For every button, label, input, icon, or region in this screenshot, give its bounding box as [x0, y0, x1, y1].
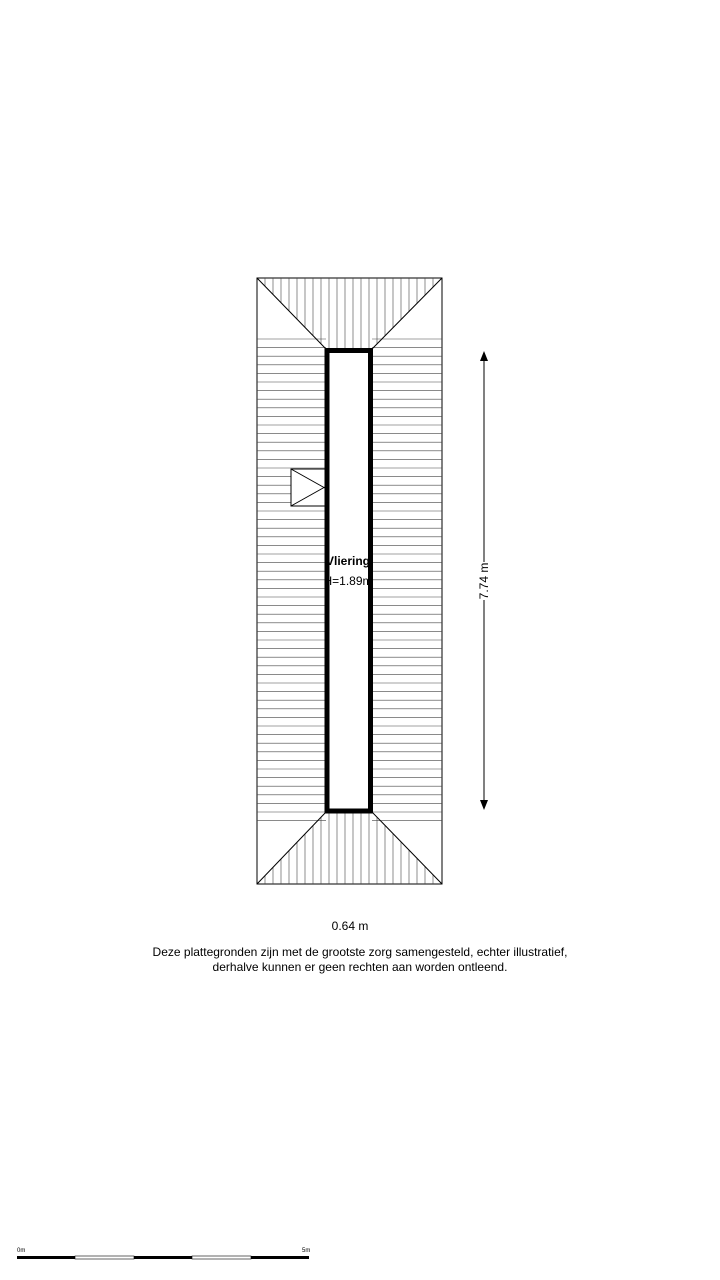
scale-seg-4 [192, 1256, 251, 1259]
scale-start-label: 0m [17, 1248, 26, 1254]
room-name: Vliering [325, 554, 371, 568]
scale-seg-1 [17, 1256, 75, 1259]
width-label: 0.64 m [331, 919, 369, 933]
disclaimer [0, 945, 720, 975]
disclaimer-line-2: derhalve kunnen er geen rechten aan worden ontleend. [212, 960, 508, 974]
arrow-up-icon [480, 351, 488, 361]
length-dimension [477, 351, 491, 810]
length-label: 7.74 m [477, 562, 491, 600]
scale-bar [17, 1248, 310, 1259]
room-height: H=1.89m [323, 574, 373, 588]
scale-seg-5 [251, 1256, 309, 1259]
scale-end-label: 5m [302, 1248, 311, 1254]
scale-seg-3 [134, 1256, 192, 1259]
scale-seg-2 [75, 1256, 134, 1259]
arrow-down-icon [480, 800, 488, 810]
disclaimer-line-1: Deze plattegronden zijn met de grootste zorg samengesteld, echter illustratief, [152, 945, 568, 959]
